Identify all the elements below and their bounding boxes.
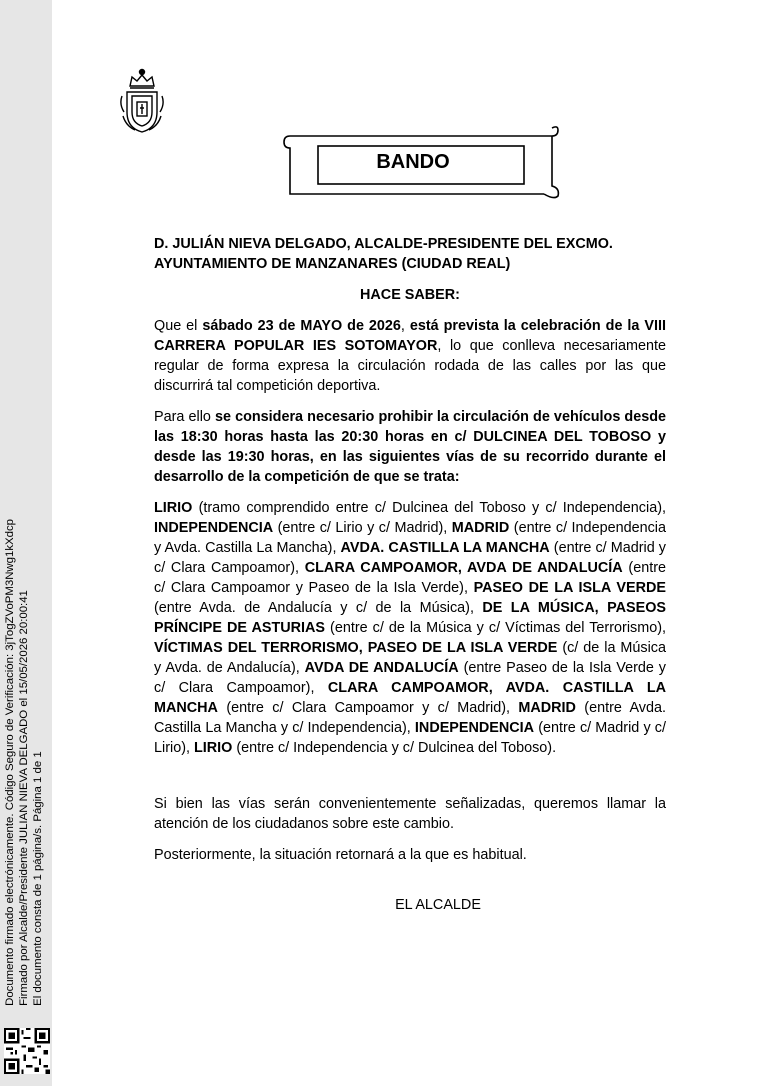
signature-sidebar	[0, 0, 52, 1086]
street-segment: (entre Avda. Castilla La Mancha y c/ Independencia),	[154, 700, 666, 736]
street-segment: (entre c/ Madrid y c/ Clara Campoamor),	[154, 540, 666, 576]
event-date: sábado 23 de MAYO de 2026	[202, 318, 401, 334]
street-name: LIRIO	[193, 740, 233, 756]
street-name: AVDA. CASTILLA LA MANCHA	[340, 540, 550, 556]
street-segment: (tramo comprendido entre c/ Dulcinea del Toboso y c/ Independencia),	[192, 500, 666, 516]
street-segment: (entre Paseo de la Isla Verde y c/ Clara Campoamor),	[154, 660, 666, 696]
municipal-crest-icon	[118, 68, 166, 138]
street-segment: (entre c/ de la Música y c/ Víctimas del Terrorismo),	[325, 620, 666, 636]
prohibition-text: se considera necesario prohibir la circulación de vehículos desde las 18:30 horas hasta las 20:30 horas en c/ DULCINEA DEL TOBOSO y desde las 19:30 horas, en las siguientes vías de su recorrido durante el desarrollo de la competición de que se trata:	[154, 409, 666, 485]
heading-line-1: D. JULIÁN NIEVA DELGADO, ALCALDE-PRESIDENTE DEL EXCMO.	[154, 236, 613, 252]
paragraph-closing: Posteriormente, la situación retornará a la que es habitual.	[154, 847, 527, 863]
street-segment: (entre c/ Clara Campoamor y c/ Madrid),	[217, 700, 519, 716]
heading-line-2: AYUNTAMIENTO DE MANZANARES (CIUDAD REAL)	[154, 256, 511, 272]
document-body	[154, 234, 666, 926]
street-segment: (c/ de la Música y Avda. de Andalucía),	[154, 640, 666, 676]
street-name: AVDA DE ANDALUCÍA	[304, 660, 459, 676]
paragraph-text: Para ello	[154, 409, 215, 425]
street-name: INDEPENDENCIA	[414, 720, 535, 736]
street-name: MADRID	[518, 700, 576, 716]
paragraph-notice: Si bien las vías serán convenientemente señalizadas, queremos llamar la atención de los ciudadanos sobre este cambio.	[154, 796, 666, 832]
street-name: LIRIO	[154, 500, 193, 516]
street-segment: (entre c/ Lirio y c/ Madrid),	[273, 520, 452, 536]
street-name: INDEPENDENCIA	[154, 520, 274, 536]
signature-label: EL ALCALDE	[395, 897, 481, 913]
verification-text	[3, 519, 45, 1006]
street-name: CLARA CAMPOAMOR, AVDA. CASTILLA LA MANCHA	[154, 680, 666, 716]
paragraph-event	[154, 316, 666, 396]
event-name: está prevista la celebración de la VIII CARRERA POPULAR IES SOTOMAYOR	[154, 318, 666, 354]
street-segment: (entre c/ Madrid y c/ Lirio),	[154, 720, 666, 756]
street-name: MADRID	[451, 520, 510, 536]
street-segment: (entre c/ Independencia y Avda. Castilla La Mancha),	[154, 520, 666, 556]
hace-saber: HACE SABER:	[360, 287, 460, 303]
heading	[154, 234, 666, 274]
page-title: BANDO	[376, 151, 450, 173]
street-name: VÍCTIMAS DEL TERRORISMO, PASEO DE LA ISLA VERDE	[154, 640, 558, 656]
street-segment: (entre Avda. de Andalucía y c/ de la Música),	[154, 600, 483, 616]
street-name: DE LA MÚSICA, PASEOS PRÍNCIPE DE ASTURIAS	[154, 600, 666, 636]
paragraph-text: , lo que conlleva necesariamente regular de forma expresa la circulación rodada de las calles por las que discurrirá tal competición deportiva.	[154, 338, 666, 394]
paragraph-route	[154, 498, 666, 758]
street-name: CLARA CAMPOAMOR, AVDA DE ANDALUCÍA	[304, 560, 623, 576]
verification-line-1: Documento firmado electrónicamente. Código Seguro de Verificación: 3jTogZVoPM3Nwg1kXdcp	[4, 519, 16, 1006]
paragraph-text: Que el	[154, 318, 203, 334]
qr-code-icon	[4, 1028, 50, 1074]
street-segment: (entre c/ Independencia y c/ Dulcinea del Toboso).	[232, 740, 557, 756]
street-segment: (entre c/ Clara Campoamor y Paseo de la Isla Verde),	[154, 560, 666, 596]
verification-line-3: El documento consta de 1 página/s. Página 1 de 1	[32, 751, 44, 1006]
verification-line-2: Firmado por Alcalde/Presidente JULIAN NIEVA DELGADO el 15/05/2026 20:00:41	[18, 590, 30, 1006]
paragraph-text: ,	[400, 318, 410, 334]
street-name: PASEO DE LA ISLA VERDE	[473, 580, 666, 596]
paragraph-prohibition	[154, 407, 666, 487]
